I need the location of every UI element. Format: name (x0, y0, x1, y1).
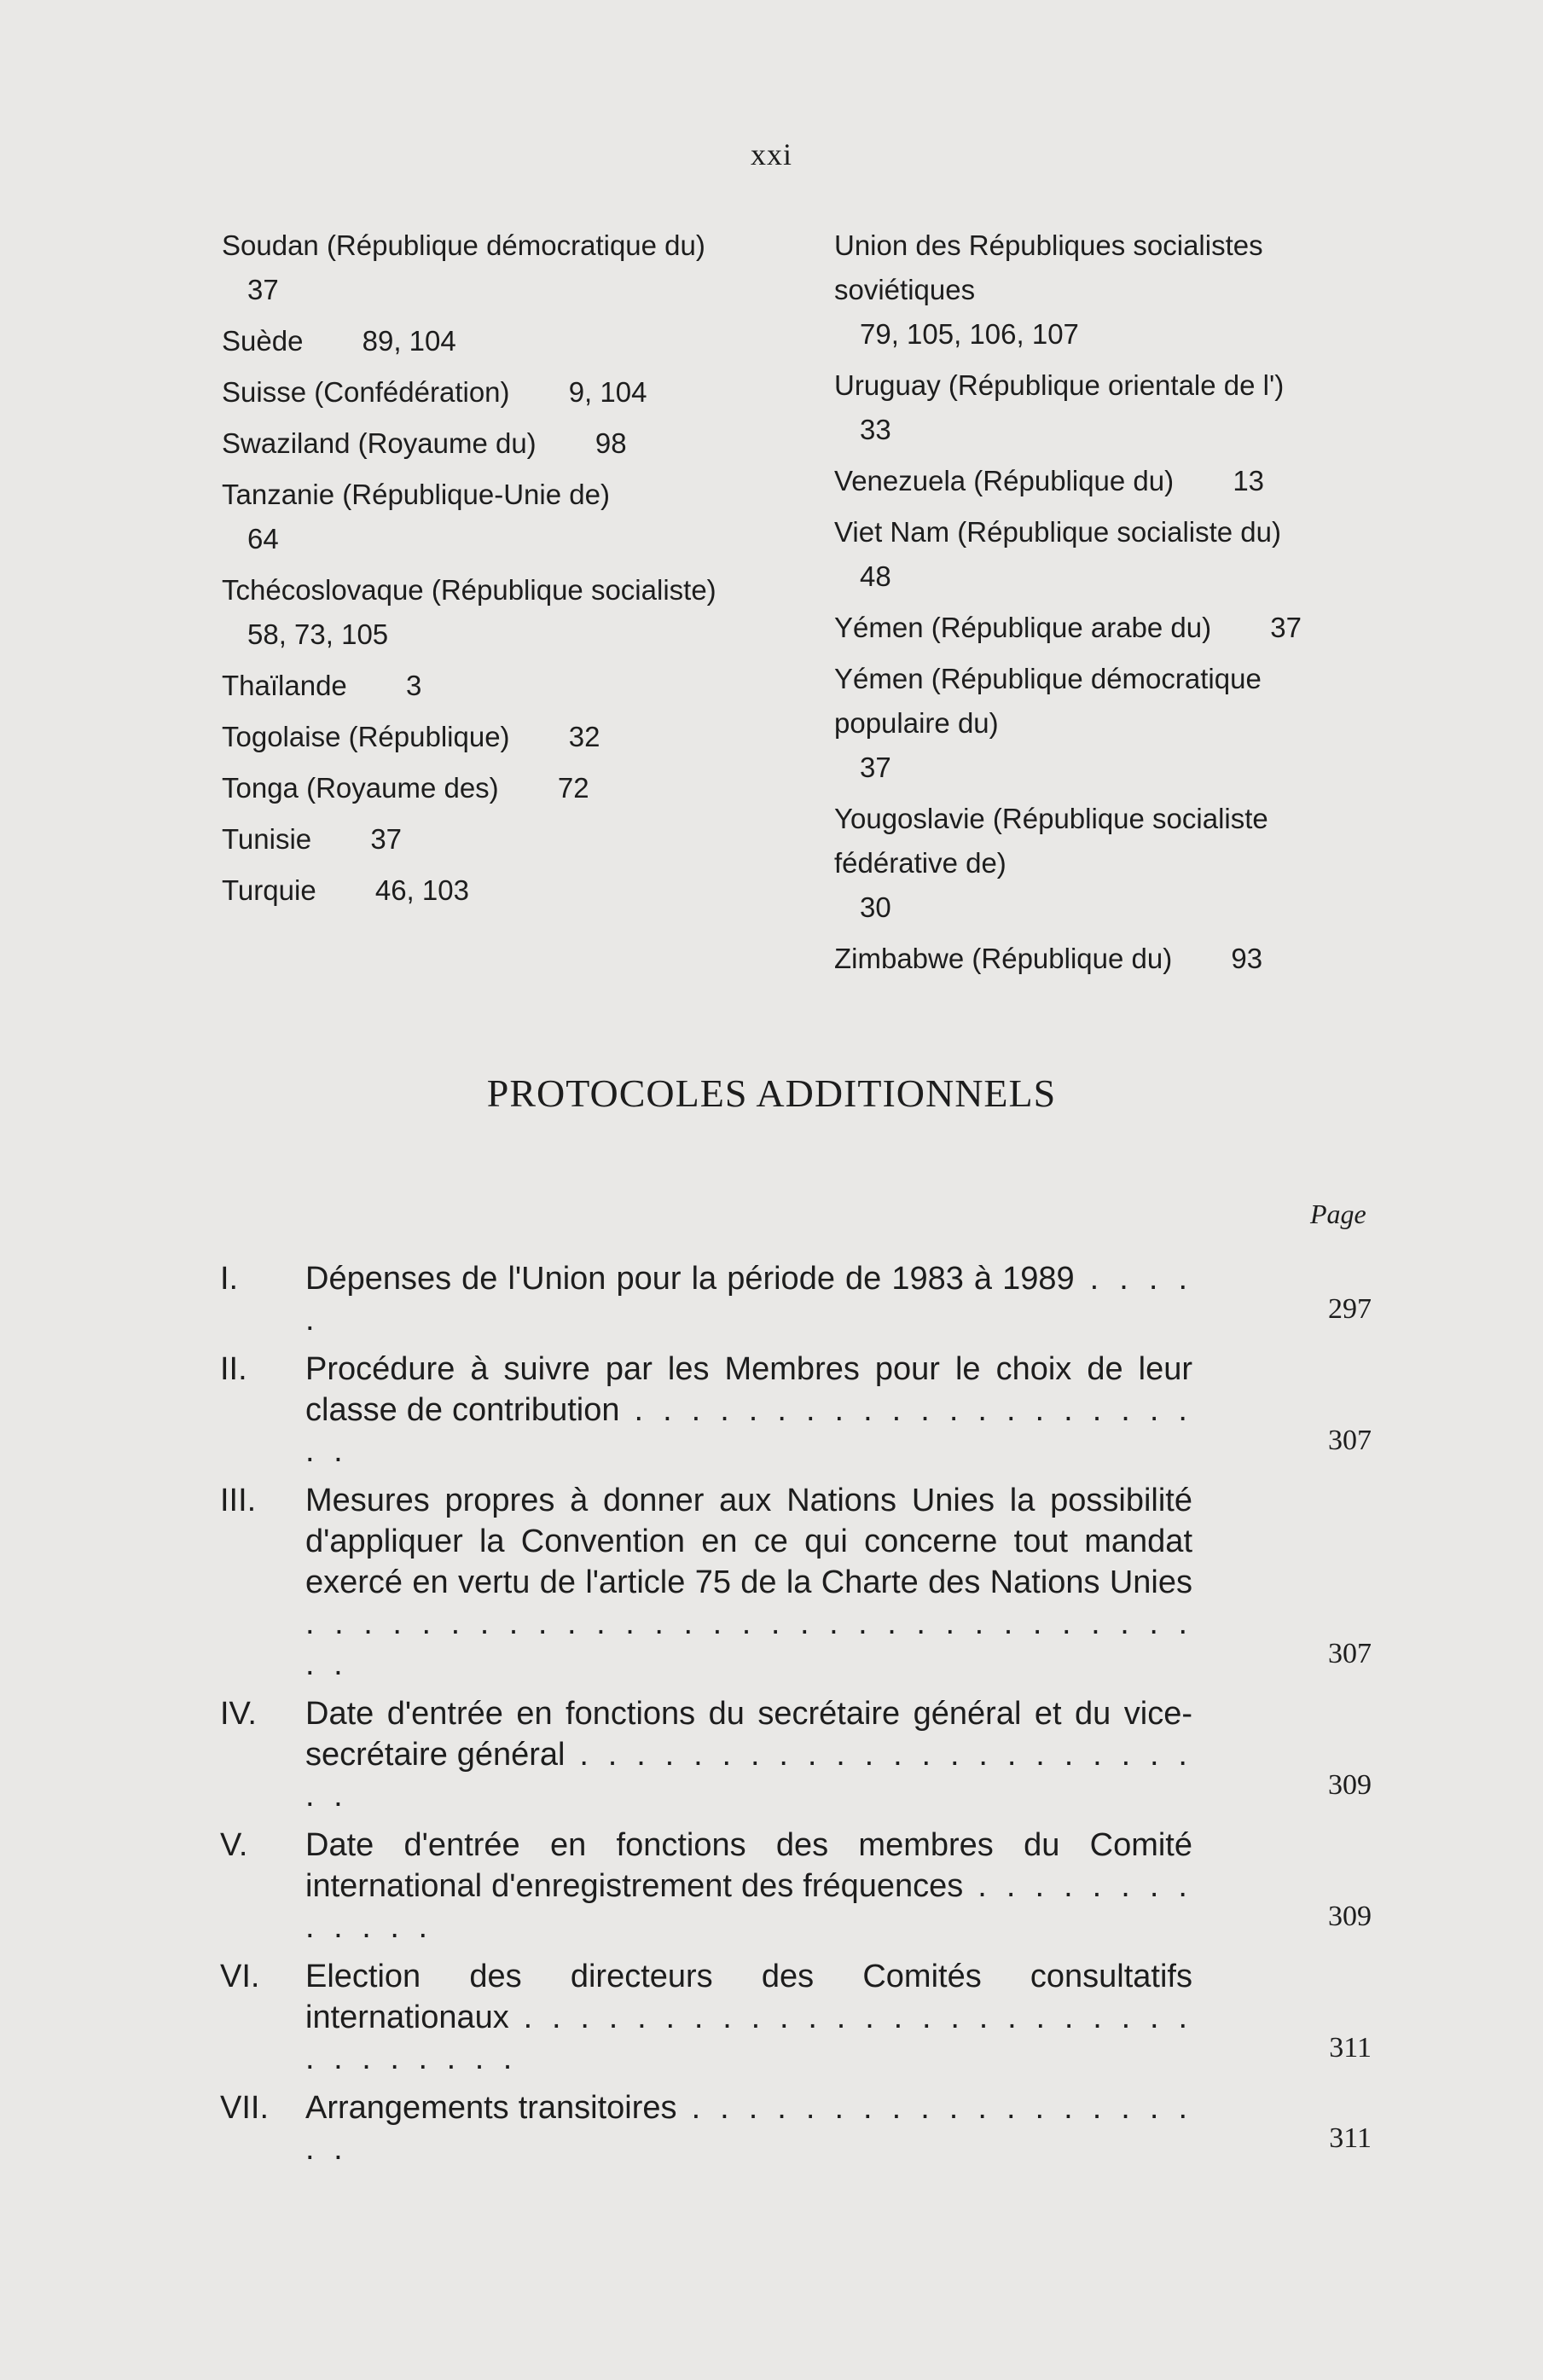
index-entry-name: Yémen (République démocratique populaire du) (834, 663, 1262, 739)
toc-item-text-wrap (305, 1956, 1192, 2079)
index-entry-name: Togolaise (République) (222, 721, 510, 752)
index-entry-name: Swaziland (Royaume du) (222, 427, 537, 459)
index-entry-pages: 33 (860, 414, 891, 445)
toc-item-text-wrap (305, 1825, 1192, 1948)
toc-item-text-wrap (305, 1349, 1192, 1472)
index-entry-name: Tchécoslovaque (République socialiste) (222, 574, 716, 606)
index-column-right (834, 223, 1380, 988)
toc-item-page: 311 (1329, 2032, 1372, 2064)
toc-item[interactable] (220, 1693, 1372, 1816)
dot-leader: . . . . . . . . . . . . . (305, 1868, 1192, 1945)
index-entry-name: Tunisie (222, 823, 312, 855)
index-entry (222, 715, 768, 759)
index-entry-name: Soudan (République démocratique du) (222, 229, 705, 261)
index-entry-pages: 48 (860, 560, 891, 592)
toc-item[interactable] (220, 1480, 1372, 1685)
index-entry-name: Suisse (Confédération) (222, 376, 510, 408)
index-entry-name: Viet Nam (République socialiste du) (834, 516, 1281, 548)
toc-item-text: Date d'entrée en fonctions des membres du Comité international d'enregistrement des fréquences (305, 1827, 1192, 1904)
index-entry (834, 223, 1380, 357)
toc-item-page: 309 (1328, 1901, 1372, 1932)
index-entry (222, 868, 768, 913)
index-entry-name: Thaïlande (222, 670, 347, 701)
toc-item-text: Procédure à suivre par les Membres pour le choix de leur classe de contribution (305, 1351, 1192, 1428)
section-title: PROTOCOLES ADDITIONNELS (486, 1071, 1057, 1115)
index-entry-name: Tonga (Royaume des) (222, 772, 499, 804)
toc-item-text-wrap (305, 2087, 1192, 2169)
toc-item-number: VI. (220, 1959, 260, 1994)
toc-item-text-wrap (305, 1258, 1192, 1340)
toc-item-page: 297 (1328, 1293, 1372, 1325)
index-entry (834, 459, 1380, 503)
dot-leader: . . . . . . . . . . . . . . . . . . . . . . (305, 1392, 1192, 1469)
index-entry (222, 766, 768, 810)
toc-item-number: IV. (220, 1696, 257, 1732)
index-entry-name: Zimbabwe (République du) (834, 943, 1173, 974)
toc-item-number: II. (220, 1351, 247, 1387)
index-entry-pages: 37 (1270, 612, 1302, 643)
toc-item-text: Arrangements transitoires (305, 2090, 677, 2126)
toc-item-text-wrap (305, 1693, 1192, 1816)
index-entry-pages: 30 (860, 891, 891, 923)
index-entry (222, 568, 768, 657)
index-entry (834, 797, 1380, 930)
index-entry-name: Union des Républiques socialistes soviétiques (834, 229, 1263, 305)
index-entry-pages: 98 (595, 427, 627, 459)
index-entry-name: Yougoslavie (République socialiste fédérative de) (834, 803, 1268, 879)
index-entry-pages: 89, 104 (362, 325, 456, 357)
toc-item-number: VII. (220, 2090, 270, 2126)
toc-item-page: 309 (1328, 1769, 1372, 1801)
toc-item-text: Mesures propres à donner aux Nations Unies la possibilité d'appliquer la Convention en ce qui concerne tout mandat exercé en vertu de l'article 75 de la Charte des Nations Unies (305, 1483, 1192, 1600)
dot-leader: . . . . . . . . . . . . . . . . . . . . . . . . (305, 1737, 1192, 1814)
index-entry (222, 664, 768, 708)
index-entry (222, 223, 768, 312)
toc-item[interactable] (220, 1956, 1372, 2079)
toc-item-text: Election des directeurs des Comités consultatifs internationaux (305, 1959, 1192, 2035)
index-entry (834, 363, 1380, 452)
index-entry-pages: 9, 104 (568, 376, 647, 408)
index-entry-pages: 37 (247, 274, 279, 305)
index-entry (222, 421, 768, 466)
index-entry (834, 606, 1380, 650)
page-column-label: Page (1310, 1199, 1366, 1229)
index-entry (834, 657, 1380, 790)
index-entry-name: Uruguay (République orientale de l') (834, 369, 1285, 401)
index-entry-pages: 46, 103 (374, 874, 469, 906)
index-entry-pages: 93 (1231, 943, 1263, 974)
index-entry (222, 473, 768, 561)
index-column-left (222, 223, 768, 920)
dot-leader: . . . . . (305, 1261, 1193, 1338)
toc-item-text-wrap (305, 1480, 1192, 1685)
toc-item-number: V. (220, 1827, 248, 1863)
index-entry (222, 817, 768, 862)
index-entry-name: Tanzanie (République-Unie de) (222, 479, 610, 510)
index-entry (222, 319, 768, 363)
dot-leader: . . . . . . . . . . . . . . . . . . . . . . . . . . . . . . . . . (305, 1605, 1192, 1682)
index-entry-pages: 13 (1233, 465, 1265, 496)
index-entry-pages: 58, 73, 105 (247, 618, 389, 650)
toc-item-page: 307 (1328, 1638, 1372, 1669)
toc-item-page: 307 (1328, 1425, 1372, 1456)
toc-item[interactable] (220, 1258, 1372, 1340)
index-entry (834, 510, 1380, 599)
index-entry-pages: 37 (370, 823, 403, 855)
index-entry-pages: 72 (557, 772, 589, 804)
index-entry-name: Yémen (République arabe du) (834, 612, 1212, 643)
dot-leader: . . . . . . . . . . . . . . . . . . . . (305, 2090, 1192, 2167)
toc-item[interactable] (220, 2087, 1372, 2169)
index-entry-pages: 79, 105, 106, 107 (860, 318, 1079, 350)
index-entry-pages: 3 (405, 670, 422, 701)
table-of-contents (220, 1258, 1372, 2178)
index-entry-pages: 32 (568, 721, 600, 752)
toc-item-text: Dépenses de l'Union pour la période de 1983 à 1989 (305, 1261, 1075, 1297)
page-number: xxi (750, 137, 792, 171)
index-entry-name: Turquie (222, 874, 316, 906)
toc-item-page: 311 (1329, 2122, 1372, 2154)
index-entry-pages: 64 (247, 523, 279, 554)
index-entry-pages: 37 (860, 752, 891, 783)
dot-leader: . . . . . . . . . . . . . . . . . . . . . . . . . . . . . . . . (305, 2000, 1192, 2076)
index-entry (222, 370, 768, 415)
toc-item-number: I. (220, 1261, 239, 1297)
toc-item-text: Date d'entrée en fonctions du secrétaire général et du vice-secrétaire général (305, 1696, 1192, 1773)
index-entry-name: Venezuela (République du) (834, 465, 1175, 496)
index-entry-name: Suède (222, 325, 304, 357)
toc-item-number: III. (220, 1483, 257, 1518)
index-entry (834, 937, 1380, 981)
toc-item[interactable] (220, 1825, 1372, 1948)
toc-item[interactable] (220, 1349, 1372, 1472)
